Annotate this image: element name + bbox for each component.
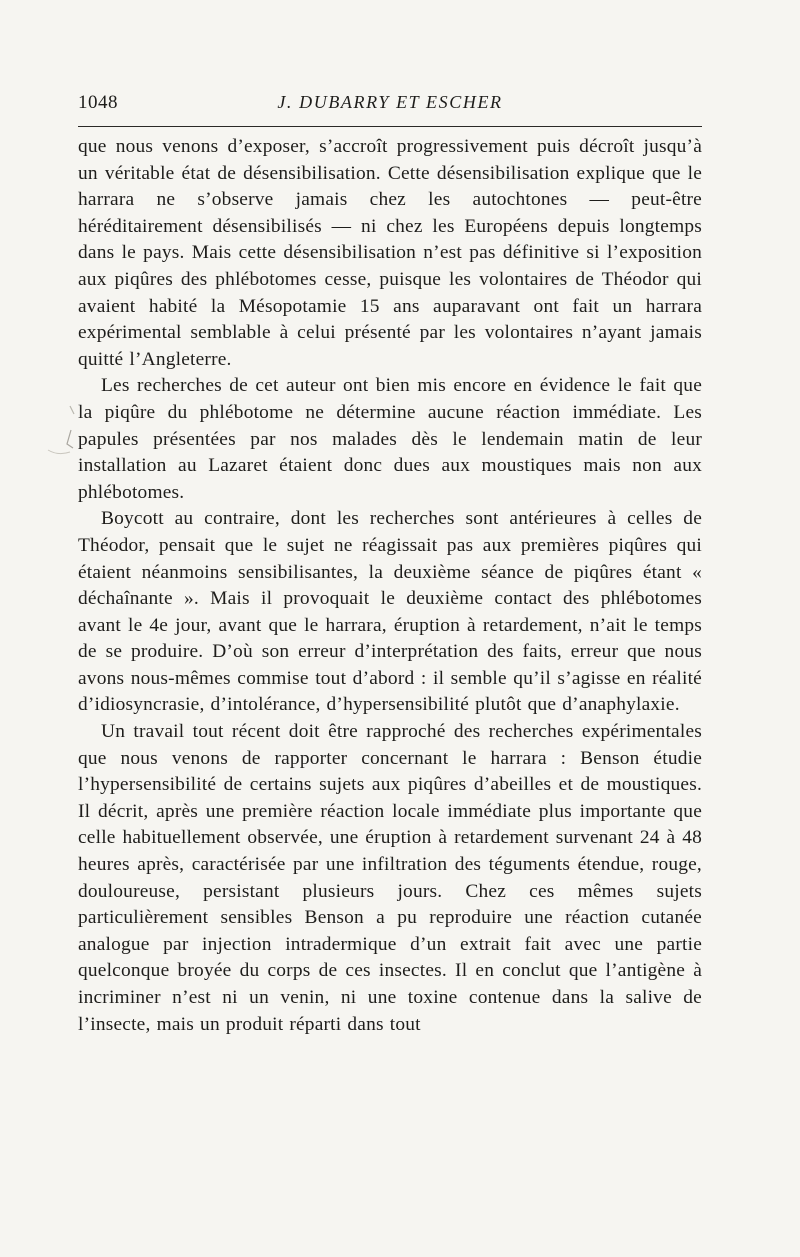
paragraph-1: que nous venons d’exposer, s’accroît progressivement puis décroît jusqu’à un véritable état de désensibilisation. Cette désensibilisation explique que le harrara ne s’observe jamais chez les autochtones — peut-être héréditairement désensibilisés — ni chez les Européens depuis longtemps dans le pays. Mais cette désensibilisation n’est pas définitive si l’exposition aux piqûres des phlébotomes cesse, puisque les volontaires de Théodor qui avaient habité la Mésopotamie 15 ans auparavant ont fait un harrara expérimental semblable à celui présenté par les volontaires n’ayant jamais quitté l’Angleterre. <box>78 136 702 370</box>
page-number: 1048 <box>78 92 118 113</box>
header-rule <box>78 126 702 127</box>
running-header <box>78 86 702 116</box>
running-title: J. DUBARRY ET ESCHER <box>277 92 503 112</box>
body-text <box>78 134 702 1038</box>
margin-smudge <box>40 400 80 480</box>
paragraph-3: Boycott au contraire, dont les recherches sont antérieures à celles de Théodor, pensait que le sujet ne réagissait pas aux premières piqûres qui étaient néanmoins sensibilisantes, la deuxième séance de piqûres étant « déchaînante ». Mais il provoquait le deuxième contact des phlébotomes avant le 4e jour, avant que le harrara, éruption à retardement, n’ait le temps de se produire. D’où son erreur d’interprétation des faits, erreur que nous avons nous-mêmes commise tout d’abord : il semble qu’il s’agisse en réalité d’idiosyncrasie, d’intolérance, d’hypersensibilité plutôt que d’anaphylaxie. <box>78 508 702 716</box>
paragraph-2: Les recherches de cet auteur ont bien mis encore en évidence le fait que la piqûre du phlébotome ne détermine aucune réaction immédiate. Les papules présentées par nos malades dès le lendemain matin de leur installation au Lazaret étaient donc dues aux moustiques mais non aux phlébotomes. <box>78 375 702 503</box>
paragraph-4: Un travail tout récent doit être rapproché des recherches expérimentales que nous venons de rapporter concernant le harrara : Benson étudie l’hypersensibilité de certains sujets aux piqûres d’abeilles et de moustiques. Il décrit, après une première réaction locale immédiate plus importante que celle habituellement observée, une éruption à retardement survenant 24 à 48 heures après, caractérisée par une infiltration des téguments étendue, rouge, douloureuse, persistant plusieurs jours. Chez ces mêmes sujets particulièrement sensibles Benson a pu reproduire une réaction cutanée analogue par injection intradermique d’un extrait fait avec une partie quelconque broyée du corps de ces insectes. Il en conclut que l’antigène à incriminer n’est ni un venin, ni une toxine contenue dans la salive de l’insecte, mais un produit réparti dans tout <box>78 721 702 1035</box>
